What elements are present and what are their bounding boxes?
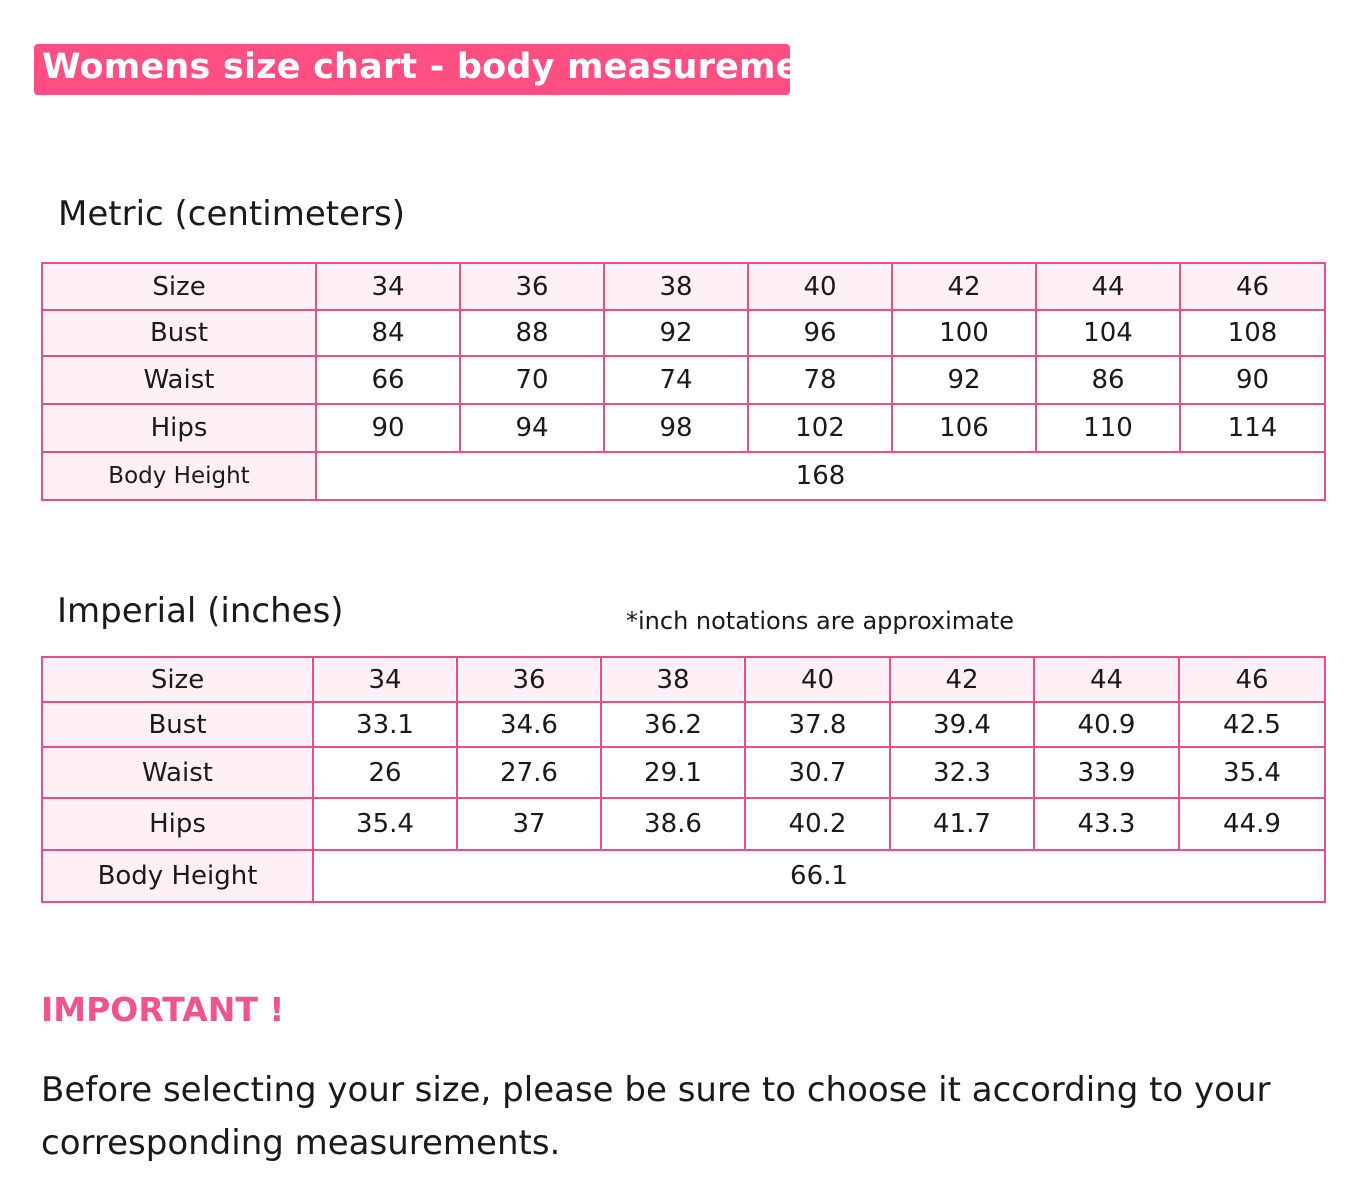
- imperial-bust-cell: 37.8: [745, 702, 890, 747]
- imperial-note: *inch notations are approximate: [626, 607, 1015, 635]
- metric-bust-cell: 92: [604, 310, 748, 356]
- imperial-size-cell: 44: [1034, 657, 1179, 702]
- imperial-heading: Imperial (inches): [57, 591, 344, 631]
- metric-hips-cell: 90: [316, 404, 460, 452]
- metric-size-label: Size: [42, 263, 316, 310]
- metric-size-cell: 38: [604, 263, 748, 310]
- metric-hips-cell: 110: [1036, 404, 1180, 452]
- metric-waist-cell: 86: [1036, 356, 1180, 404]
- imperial-bust-cell: 36.2: [601, 702, 745, 747]
- imperial-bust-cell: 40.9: [1034, 702, 1179, 747]
- imperial-body-height-label: Body Height: [42, 850, 313, 902]
- metric-bust-cell: 108: [1180, 310, 1325, 356]
- metric-hips-cell: 98: [604, 404, 748, 452]
- metric-bust-cell: 96: [748, 310, 892, 356]
- metric-body-height-label: Body Height: [42, 452, 316, 500]
- metric-waist-row: [42, 356, 1325, 404]
- metric-hips-cell: 106: [892, 404, 1036, 452]
- imperial-waist-cell: 35.4: [1179, 747, 1325, 798]
- imperial-size-cell: 38: [601, 657, 745, 702]
- imperial-waist-cell: 33.9: [1034, 747, 1179, 798]
- imperial-bust-cell: 34.6: [457, 702, 601, 747]
- imperial-waist-cell: 29.1: [601, 747, 745, 798]
- metric-size-cell: 44: [1036, 263, 1180, 310]
- metric-bust-cell: 100: [892, 310, 1036, 356]
- imperial-size-cell: 40: [745, 657, 890, 702]
- metric-waist-cell: 70: [460, 356, 604, 404]
- metric-size-cell: 46: [1180, 263, 1325, 310]
- metric-hips-row: [42, 404, 1325, 452]
- metric-bust-label: Bust: [42, 310, 316, 356]
- metric-size-cell: 40: [748, 263, 892, 310]
- imperial-body-height-value: 66.1: [313, 850, 1325, 902]
- imperial-size-cell: 36: [457, 657, 601, 702]
- imperial-hips-cell: 44.9: [1179, 798, 1325, 850]
- imperial-hips-row: [42, 798, 1325, 850]
- imperial-hips-cell: 40.2: [745, 798, 890, 850]
- imperial-size-cell: 42: [890, 657, 1034, 702]
- metric-hips-cell: 94: [460, 404, 604, 452]
- important-text: Before selecting your size, please be sure to choose it according to your corresponding measurements.: [41, 1070, 1271, 1163]
- imperial-size-table: [41, 656, 1326, 903]
- important-heading: IMPORTANT !: [41, 990, 285, 1029]
- imperial-bust-row: [42, 702, 1325, 747]
- imperial-waist-cell: 32.3: [890, 747, 1034, 798]
- imperial-waist-cell: 27.6: [457, 747, 601, 798]
- imperial-size-cell: 34: [313, 657, 457, 702]
- page-title: Womens size chart - body measurements: [42, 46, 863, 87]
- metric-size-table: [41, 262, 1326, 501]
- imperial-waist-label: Waist: [42, 747, 313, 798]
- imperial-hips-cell: 43.3: [1034, 798, 1179, 850]
- metric-bust-row: [42, 310, 1325, 356]
- imperial-bust-cell: 33.1: [313, 702, 457, 747]
- metric-bust-cell: 88: [460, 310, 604, 356]
- imperial-waist-cell: 30.7: [745, 747, 890, 798]
- imperial-size-row: [42, 657, 1325, 702]
- imperial-body-height-row: [42, 850, 1325, 902]
- imperial-bust-cell: 39.4: [890, 702, 1034, 747]
- imperial-bust-label: Bust: [42, 702, 313, 747]
- imperial-hips-label: Hips: [42, 798, 313, 850]
- metric-waist-cell: 74: [604, 356, 748, 404]
- metric-size-row: [42, 263, 1325, 310]
- imperial-hips-cell: 35.4: [313, 798, 457, 850]
- metric-body-height-value: 168: [316, 452, 1325, 500]
- metric-waist-cell: 90: [1180, 356, 1325, 404]
- metric-hips-label: Hips: [42, 404, 316, 452]
- metric-hips-cell: 114: [1180, 404, 1325, 452]
- imperial-hips-cell: 37: [457, 798, 601, 850]
- metric-waist-cell: 92: [892, 356, 1036, 404]
- imperial-hips-cell: 38.6: [601, 798, 745, 850]
- imperial-waist-cell: 26: [313, 747, 457, 798]
- metric-heading: Metric (centimeters): [58, 194, 405, 234]
- metric-waist-label: Waist: [42, 356, 316, 404]
- metric-bust-cell: 84: [316, 310, 460, 356]
- metric-size-cell: 34: [316, 263, 460, 310]
- metric-body-height-row: [42, 452, 1325, 500]
- metric-size-cell: 42: [892, 263, 1036, 310]
- imperial-bust-cell: 42.5: [1179, 702, 1325, 747]
- title-banner: [34, 44, 863, 95]
- metric-size-cell: 36: [460, 263, 604, 310]
- metric-hips-cell: 102: [748, 404, 892, 452]
- imperial-waist-row: [42, 747, 1325, 798]
- imperial-size-label: Size: [42, 657, 313, 702]
- imperial-hips-cell: 41.7: [890, 798, 1034, 850]
- metric-waist-cell: 66: [316, 356, 460, 404]
- metric-waist-cell: 78: [748, 356, 892, 404]
- metric-bust-cell: 104: [1036, 310, 1180, 356]
- imperial-size-cell: 46: [1179, 657, 1325, 702]
